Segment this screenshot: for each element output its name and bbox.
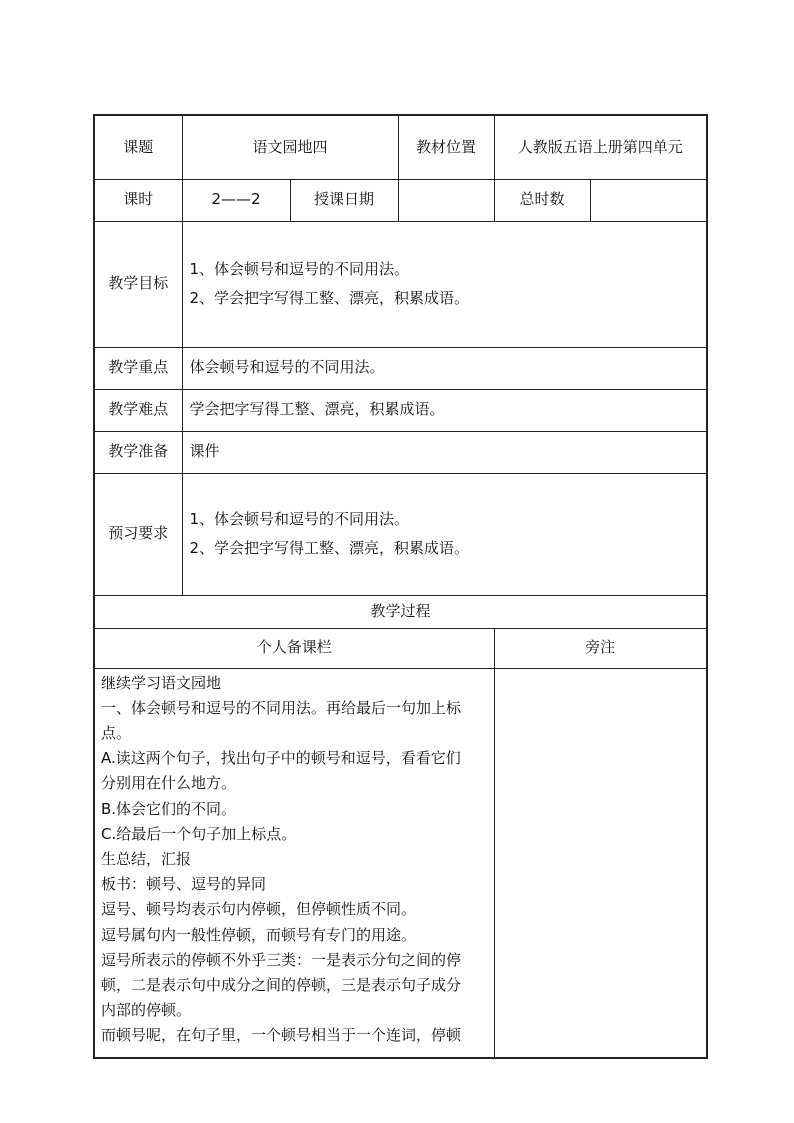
material-label: 教材位置 xyxy=(398,115,494,179)
process-title-row xyxy=(94,595,707,628)
process-line-9: 板书：顿号、逗号的异同 xyxy=(101,875,267,894)
lesson-plan-table xyxy=(93,114,708,1059)
process-header-row xyxy=(94,628,707,668)
process-line-14: 内部的停顿。 xyxy=(101,1001,192,1020)
process-content xyxy=(94,668,494,1058)
preview-content xyxy=(182,473,707,595)
material-value: 人教版五语上册第四单元 xyxy=(494,115,707,179)
process-line-4: A.读这两个句子，找出句子中的顿号和逗号，看看它们 xyxy=(101,749,461,768)
difficulty-label: 教学难点 xyxy=(94,389,182,431)
preview-line-1: 1、体会顿号和逗号的不同用法。 xyxy=(189,510,410,528)
process-line-6: B.体会它们的不同。 xyxy=(101,799,237,818)
difficulty-value: 学会把字写得工整、漂亮，积累成语。 xyxy=(182,389,707,431)
process-line-1: 继续学习语文园地 xyxy=(101,673,222,692)
goals-content xyxy=(182,221,707,347)
total-label: 总时数 xyxy=(494,179,590,221)
preview-label: 预习要求 xyxy=(94,473,182,595)
topic-label: 课题 xyxy=(94,115,182,179)
period-label: 课时 xyxy=(94,179,182,221)
prep-label: 教学准备 xyxy=(94,431,182,473)
difficulty-row xyxy=(94,389,707,431)
process-line-10: 逗号、顿号均表示句内停顿，但停顿性质不同。 xyxy=(101,900,417,919)
process-col-left: 个人备课栏 xyxy=(94,628,494,668)
key-row xyxy=(94,347,707,389)
process-notes xyxy=(494,668,707,1058)
date-value xyxy=(398,179,494,221)
process-line-13: 顿，二是表示句中成分之间的停顿，三是表示句子成分 xyxy=(101,975,462,994)
process-line-2: 一、体会顿号和逗号的不同用法。再给最后一句加上标 xyxy=(101,698,462,717)
topic-row xyxy=(94,115,707,179)
process-col-right: 旁注 xyxy=(494,628,707,668)
key-value: 体会顿号和逗号的不同用法。 xyxy=(182,347,707,389)
process-body-row xyxy=(94,668,707,1058)
process-line-3: 点。 xyxy=(101,723,132,742)
process-line-12: 逗号所表示的停顿不外乎三类：一是表示分句之间的停 xyxy=(101,950,462,969)
process-line-15: 而顿号呢，在句子里，一个顿号相当于一个连词，停顿 xyxy=(101,1026,462,1045)
preview-line-2: 2、学会把字写得工整、漂亮，积累成语。 xyxy=(189,539,470,557)
total-value xyxy=(590,179,707,221)
topic-value: 语文园地四 xyxy=(182,115,398,179)
period-value: 2——2 xyxy=(182,179,290,221)
goals-line-1: 1、体会顿号和逗号的不同用法。 xyxy=(189,260,410,278)
goals-label: 教学目标 xyxy=(94,221,182,347)
goals-line-2: 2、学会把字写得工整、漂亮，积累成语。 xyxy=(189,289,470,307)
process-line-11: 逗号属句内一般性停顿，而顿号有专门的用途。 xyxy=(101,925,417,944)
goals-row xyxy=(94,221,707,347)
prep-row xyxy=(94,431,707,473)
period-row xyxy=(94,179,707,221)
date-label: 授课日期 xyxy=(290,179,398,221)
process-line-7: C.给最后一个句子加上标点。 xyxy=(101,824,297,843)
key-label: 教学重点 xyxy=(94,347,182,389)
preview-row xyxy=(94,473,707,595)
process-title: 教学过程 xyxy=(94,595,707,628)
process-line-5: 分别用在什么地方。 xyxy=(101,774,237,793)
prep-value: 课件 xyxy=(182,431,707,473)
process-line-8: 生总结，汇报 xyxy=(101,849,192,868)
